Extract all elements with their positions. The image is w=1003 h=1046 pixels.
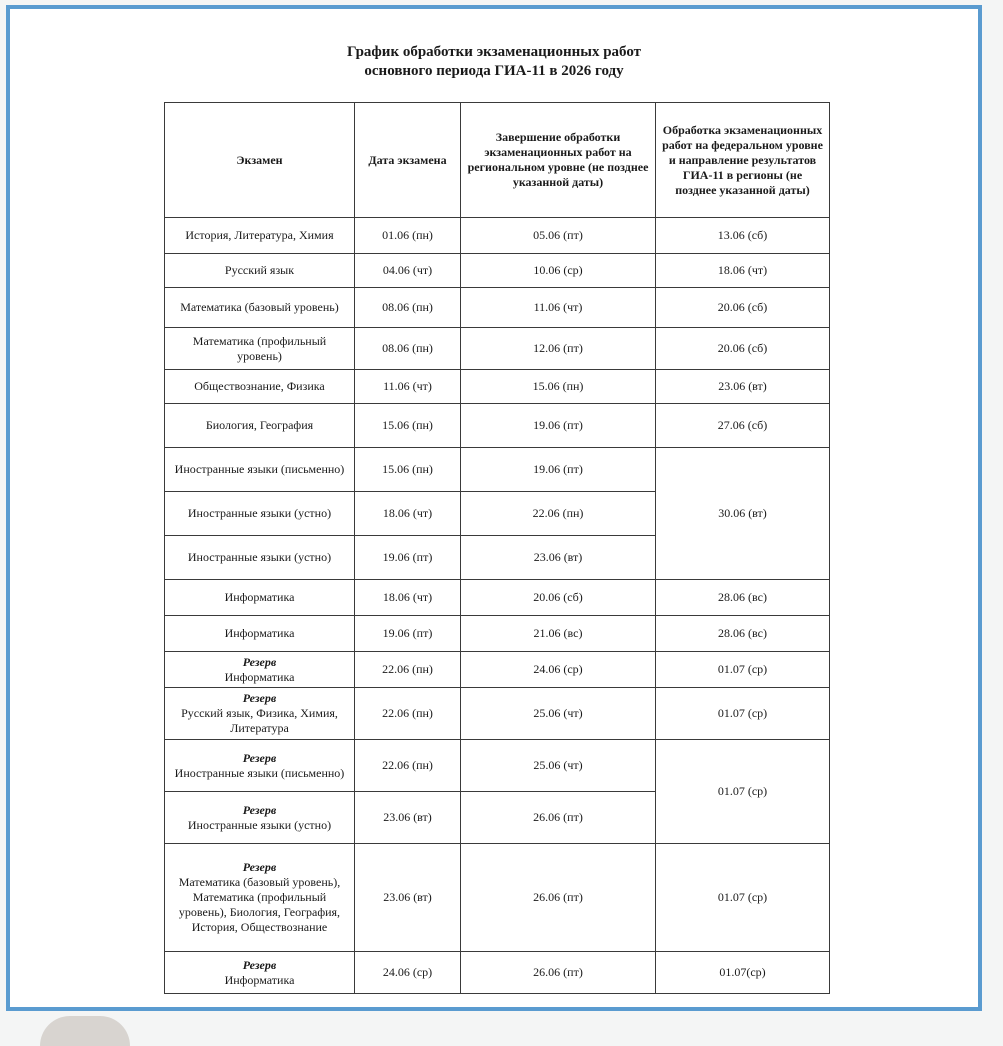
federal-cell: 27.06 (сб)	[656, 404, 830, 448]
table-row	[165, 844, 830, 952]
table-row	[165, 448, 830, 492]
exam-name: Иностранные языки (письменно)	[174, 765, 345, 780]
exam-name: Иностранные языки (письменно)	[174, 462, 345, 476]
header-regional: Завершение обработки экзаменационных работ на региональном уровне (не позднее указанной даты)	[461, 103, 656, 218]
date-cell: 22.06 (пн)	[355, 652, 461, 688]
schedule-table	[164, 102, 830, 994]
exam-name: Информатика	[224, 669, 295, 684]
exam-cell	[165, 952, 355, 994]
table-row	[165, 952, 830, 994]
federal-cell: 20.06 (сб)	[656, 288, 830, 328]
table-row	[165, 688, 830, 740]
avatar-partial	[40, 1016, 130, 1046]
regional-cell: 19.06 (пт)	[461, 404, 656, 448]
document-frame	[6, 5, 982, 1011]
reserve-label: Резерв	[242, 654, 277, 669]
regional-cell: 23.06 (вт)	[461, 536, 656, 580]
table-row	[165, 254, 830, 288]
date-cell: 11.06 (чт)	[355, 370, 461, 404]
exam-name: Математика (профильный уровень)	[192, 333, 327, 363]
date-cell: 15.06 (пн)	[355, 404, 461, 448]
federal-cell: 28.06 (вс)	[656, 616, 830, 652]
exam-cell	[165, 404, 355, 448]
exam-name: Обществознание, Физика	[194, 379, 325, 393]
table-row	[165, 288, 830, 328]
exam-name: Русский язык, Физика, Химия, Литература	[181, 706, 338, 735]
date-cell: 23.06 (вт)	[355, 844, 461, 952]
reserve-label: Резерв	[242, 860, 277, 874]
exam-cell	[165, 328, 355, 370]
date-cell: 22.06 (пн)	[355, 688, 461, 740]
table-row	[165, 580, 830, 616]
date-cell: 15.06 (пн)	[355, 448, 461, 492]
exam-cell	[165, 536, 355, 580]
regional-cell: 26.06 (пт)	[461, 844, 656, 952]
document-title	[10, 43, 978, 81]
date-cell: 23.06 (вт)	[355, 792, 461, 844]
title-line-1: График обработки экзаменационных работ	[346, 44, 642, 60]
table-row	[165, 652, 830, 688]
regional-cell: 26.06 (пт)	[461, 792, 656, 844]
exam-name: Иностранные языки (устно)	[187, 550, 332, 564]
federal-cell: 01.07 (ср)	[656, 652, 830, 688]
date-cell: 18.06 (чт)	[355, 492, 461, 536]
date-cell: 08.06 (пн)	[355, 328, 461, 370]
exam-name: Биология, География	[205, 418, 314, 432]
exam-name: Математика (базовый уровень), Математика (профильный уровень), Биология, География, История, Обществознание	[178, 875, 341, 934]
regional-cell: 12.06 (пт)	[461, 328, 656, 370]
reserve-label: Резерв	[242, 691, 277, 705]
exam-cell	[165, 844, 355, 952]
exam-name: Иностранные языки (устно)	[187, 817, 332, 832]
header-federal: Обработка экзаменационных работ на федеральном уровне и направление результатов ГИА-11 в регионы (не позднее указанной даты)	[656, 103, 830, 218]
date-cell: 04.06 (чт)	[355, 254, 461, 288]
regional-cell: 20.06 (сб)	[461, 580, 656, 616]
federal-cell: 30.06 (вт)	[656, 448, 830, 580]
date-cell: 19.06 (пт)	[355, 616, 461, 652]
table-row	[165, 328, 830, 370]
exam-name: Иностранные языки (устно)	[187, 506, 332, 520]
date-cell: 18.06 (чт)	[355, 580, 461, 616]
federal-cell: 20.06 (сб)	[656, 328, 830, 370]
date-cell: 08.06 (пн)	[355, 288, 461, 328]
table-header-row	[165, 103, 830, 218]
exam-name: История, Литература, Химия	[185, 228, 334, 242]
date-cell: 19.06 (пт)	[355, 536, 461, 580]
exam-cell	[165, 370, 355, 404]
federal-cell: 01.07(ср)	[656, 952, 830, 994]
regional-cell: 25.06 (чт)	[461, 688, 656, 740]
exam-name: Русский язык	[224, 263, 295, 277]
regional-cell: 10.06 (ср)	[461, 254, 656, 288]
regional-cell: 21.06 (вс)	[461, 616, 656, 652]
exam-cell	[165, 288, 355, 328]
federal-cell: 23.06 (вт)	[656, 370, 830, 404]
federal-cell: 13.06 (сб)	[656, 218, 830, 254]
table-row	[165, 370, 830, 404]
exam-cell	[165, 652, 355, 688]
date-cell: 22.06 (пн)	[355, 740, 461, 792]
header-exam: Экзамен	[165, 103, 355, 218]
title-line-2: основного периода ГИА-11 в 2026 году	[364, 63, 624, 79]
exam-cell	[165, 254, 355, 288]
federal-cell: 28.06 (вс)	[656, 580, 830, 616]
table-row	[165, 404, 830, 448]
exam-cell	[165, 218, 355, 254]
regional-cell: 11.06 (чт)	[461, 288, 656, 328]
exam-name: Информатика	[224, 626, 295, 640]
date-cell: 24.06 (ср)	[355, 952, 461, 994]
regional-cell: 25.06 (чт)	[461, 740, 656, 792]
exam-name: Информатика	[224, 972, 295, 987]
federal-cell: 01.07 (ср)	[656, 740, 830, 844]
date-cell: 01.06 (пн)	[355, 218, 461, 254]
exam-cell	[165, 792, 355, 844]
reserve-label: Резерв	[242, 750, 277, 765]
table-row	[165, 616, 830, 652]
regional-cell: 05.06 (пт)	[461, 218, 656, 254]
federal-cell: 01.07 (ср)	[656, 844, 830, 952]
header-date: Дата экзамена	[355, 103, 461, 218]
regional-cell: 26.06 (пт)	[461, 952, 656, 994]
exam-cell	[165, 616, 355, 652]
exam-cell	[165, 448, 355, 492]
exam-name: Математика (базовый уровень)	[180, 300, 339, 314]
reserve-label: Резерв	[242, 957, 277, 972]
exam-cell	[165, 688, 355, 740]
federal-cell: 18.06 (чт)	[656, 254, 830, 288]
table-row	[165, 218, 830, 254]
regional-cell: 15.06 (пн)	[461, 370, 656, 404]
federal-cell: 01.07 (ср)	[656, 688, 830, 740]
exam-name: Информатика	[224, 590, 295, 604]
reserve-label: Резерв	[242, 802, 277, 817]
regional-cell: 24.06 (ср)	[461, 652, 656, 688]
exam-cell	[165, 740, 355, 792]
exam-cell	[165, 580, 355, 616]
regional-cell: 22.06 (пн)	[461, 492, 656, 536]
regional-cell: 19.06 (пт)	[461, 448, 656, 492]
table-row	[165, 740, 830, 792]
exam-cell	[165, 492, 355, 536]
